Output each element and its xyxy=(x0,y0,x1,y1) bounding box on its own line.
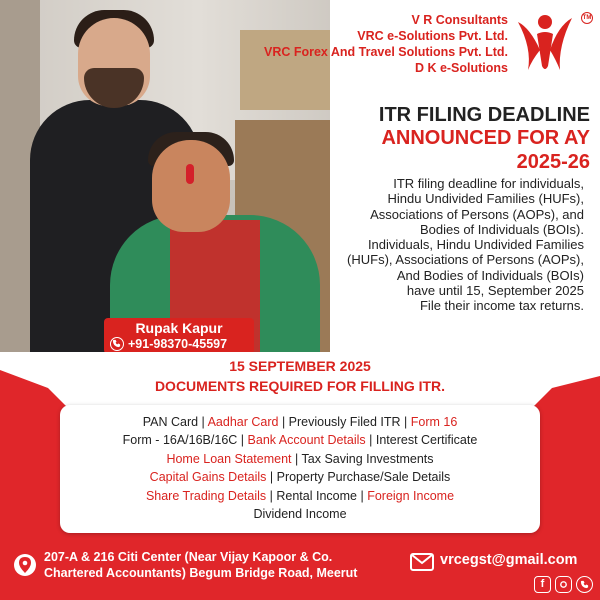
doc-item: Tax Saving Investments xyxy=(301,451,434,466)
doc-item: Capital Gains Details xyxy=(149,470,267,485)
doc-item: Rental Income xyxy=(276,488,357,503)
doc-separator: | xyxy=(201,415,208,429)
deadline-date: 15 SEPTEMBER 2025 xyxy=(229,358,371,374)
instagram-icon[interactable] xyxy=(555,576,572,593)
documents-row xyxy=(60,413,540,431)
social-links xyxy=(534,576,594,594)
doc-separator: | xyxy=(369,433,376,448)
company-name: VRC Forex And Travel Solutions Pvt. Ltd. xyxy=(263,45,508,59)
mail-icon xyxy=(410,553,434,571)
doc-item: Form - 16A/16B/16C xyxy=(122,433,238,448)
doc-item: Previously Filed ITR xyxy=(288,415,401,429)
company-list xyxy=(225,12,508,76)
documents-row xyxy=(60,450,540,468)
vrc-logo-icon xyxy=(510,8,580,78)
documents-title: DOCUMENTS REQUIRED FOR FILLING ITR. xyxy=(154,378,446,394)
company-name: D K e-Solutions xyxy=(414,61,508,75)
doc-item: Form 16 xyxy=(410,415,458,429)
headline-line-1: ITR FILING DEADLINE xyxy=(378,104,590,126)
doc-separator: | xyxy=(360,488,368,503)
doc-item: Interest Certificate xyxy=(375,433,478,448)
description-line: And Bodies of Individuals (BOIs) xyxy=(396,267,584,283)
phone-icon xyxy=(110,337,124,351)
description-line: Hindu Undivided Families (HUFs), xyxy=(387,191,584,207)
contact-name-tag xyxy=(104,318,254,354)
doc-item: Property Purchase/Sale Details xyxy=(276,470,451,485)
company-name: VRC e-Solutions Pvt. Ltd. xyxy=(357,29,508,43)
address-line-2: Chartered Accountants) Begum Bridge Road, Meerut xyxy=(44,566,358,580)
description-line: (HUFs), Associations of Persons (AOPs), xyxy=(347,252,584,268)
doc-item: Share Trading Details xyxy=(145,488,267,503)
address-line-1: 207-A & 216 Citi Center (Near Vijay Kapoor & Co. xyxy=(44,550,333,564)
seated-person-tilak xyxy=(186,164,194,184)
deadline-description xyxy=(318,176,584,314)
doc-separator: | xyxy=(240,433,248,448)
doc-item: Bank Account Details xyxy=(247,433,366,448)
headline-year: 2025-26 xyxy=(516,151,590,173)
documents-row xyxy=(60,431,540,449)
facebook-icon[interactable]: f xyxy=(534,576,551,593)
documents-row xyxy=(60,487,540,505)
doc-item: Aadhar Card xyxy=(207,415,279,429)
doc-item: Home Loan Statement xyxy=(166,451,292,466)
description-line: ITR filing deadline for individuals, xyxy=(393,176,584,191)
doc-item: Foreign Income xyxy=(367,488,455,503)
company-name: V R Consultants xyxy=(411,13,508,27)
documents-list xyxy=(60,413,540,523)
contact-name: Rupak Kapur xyxy=(135,320,223,336)
description-line: Individuals, Hindu Undivided Families xyxy=(367,237,584,253)
documents-row xyxy=(60,505,540,523)
description-line: Bodies of Individuals (BOIs). xyxy=(419,221,584,237)
documents-row xyxy=(60,468,540,486)
doc-separator: | xyxy=(269,488,277,503)
doc-item: PAN Card xyxy=(142,415,199,429)
headline xyxy=(330,104,590,174)
trademark-badge: TM xyxy=(581,12,593,24)
office-address xyxy=(44,549,374,581)
location-pin-icon xyxy=(14,554,36,580)
doc-separator: | xyxy=(281,415,289,429)
whatsapp-icon[interactable] xyxy=(576,576,593,593)
doc-separator: | xyxy=(295,451,302,466)
description-line: have until 15, September 2025 xyxy=(406,283,584,299)
doc-separator: | xyxy=(404,415,411,429)
contact-phone[interactable]: +91-98370-45597 xyxy=(128,337,228,351)
doc-separator: | xyxy=(269,470,277,485)
seated-person-face xyxy=(152,140,230,232)
doc-item: Dividend Income xyxy=(253,507,347,522)
contact-email[interactable]: vrcegst@gmail.com xyxy=(440,552,578,568)
description-line: Associations of Persons (AOPs), and xyxy=(370,206,584,222)
headline-line-2: ANNOUNCED FOR AY xyxy=(381,127,590,149)
description-line: File their income tax returns. xyxy=(419,298,584,314)
documents-card xyxy=(60,405,540,533)
contact-phone-row[interactable] xyxy=(110,337,254,352)
